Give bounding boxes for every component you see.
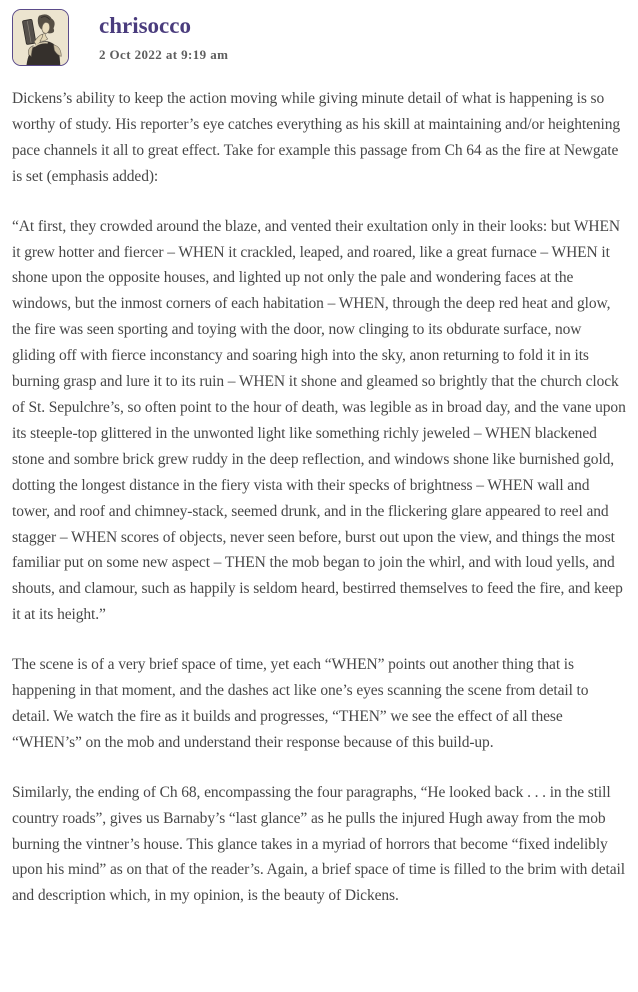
post-body [0,78,638,909]
timestamp-link[interactable]: 2 Oct 2022 at 9:19 am [99,47,229,63]
username-link[interactable]: chrisocco [99,13,191,38]
paragraph-analysis: The scene is of a very brief space of time, yet each “WHEN” points out another thing that is happening in that moment, and the dashes act like one’s eyes scanning the scene from detail to detail. We watch the fire as it builds and progresses, “THEN” we see the effect of all these “WHEN’s” on the mob and understand their response because of this build-up. [12,656,589,751]
paragraph-quote: “At first, they crowded around the blaze, and vented their exultation only in their looks: but WHEN it grew hotter and fiercer – WHEN it crackled, leaped, and roared, like a great furnace – WHEN it shone upon the opposite houses, and lighted up not only the pale and wondering faces at the windows, but the inmost corners of each habitation – WHEN, through the deep red heat and glow, the fire was seen sporting and toying with the door, now clinging to its obdurate surface, now gliding off with fierce inconstancy and soaring high into the sky, anon returning to fold it in its burning grasp and lure it to its ruin – WHEN it shone and gleamed so brightly that the church clock of St. Sepulchre’s, so often point to the hour of death, was legible as in broad day, and the vane upon its steeple-top glittered in the unwonted light like something richly jeweled – WHEN blackened stone and sombre brick grew ruddy in the deep reflection, and windows shone like burnished gold, dotting the longest distance in the fiery vista with their specks of brightness – WHEN wall and tower, and roof and chimney-stack, seemed drunk, and in the flickering glare appeared to reel and stagger – WHEN scores of objects, never seen before, burst out upon the view, and things the most familiar put on some new aspect – THEN the mob began to join the whirl, and with loud yells, and shouts, and clamour, such as happily is seldom heard, bestirred themselves to feed the fire, and keep it at its height.” [12,217,626,624]
avatar-image [13,10,68,65]
avatar[interactable] [12,9,69,66]
paragraph-conclusion: Similarly, the ending of Ch 68, encompassing the four paragraphs, “He looked back . . . in the still country roads”, gives us Barnaby’s “last glance” as he pulls the injured Hugh away from the mob burning the vintner’s house. This glance takes in a myriad of horrors that become “fixed indelibly upon his mind” as on that of the reader’s. Again, a brief space of time is filled to the brim with detail and description which, in my opinion, is the beauty of Dickens. [12,783,625,905]
paragraph-intro: Dickens’s ability to keep the action moving while giving minute detail of what is happening is so worthy of study. His reporter’s eye catches everything as his skill at maintaining and/or heightening pace channels it all to great effect. Take for example this passage from Ch 64 as the fire at Newgate is set (emphasis added): [12,90,621,185]
header-meta [99,9,228,63]
post-header [0,0,638,78]
